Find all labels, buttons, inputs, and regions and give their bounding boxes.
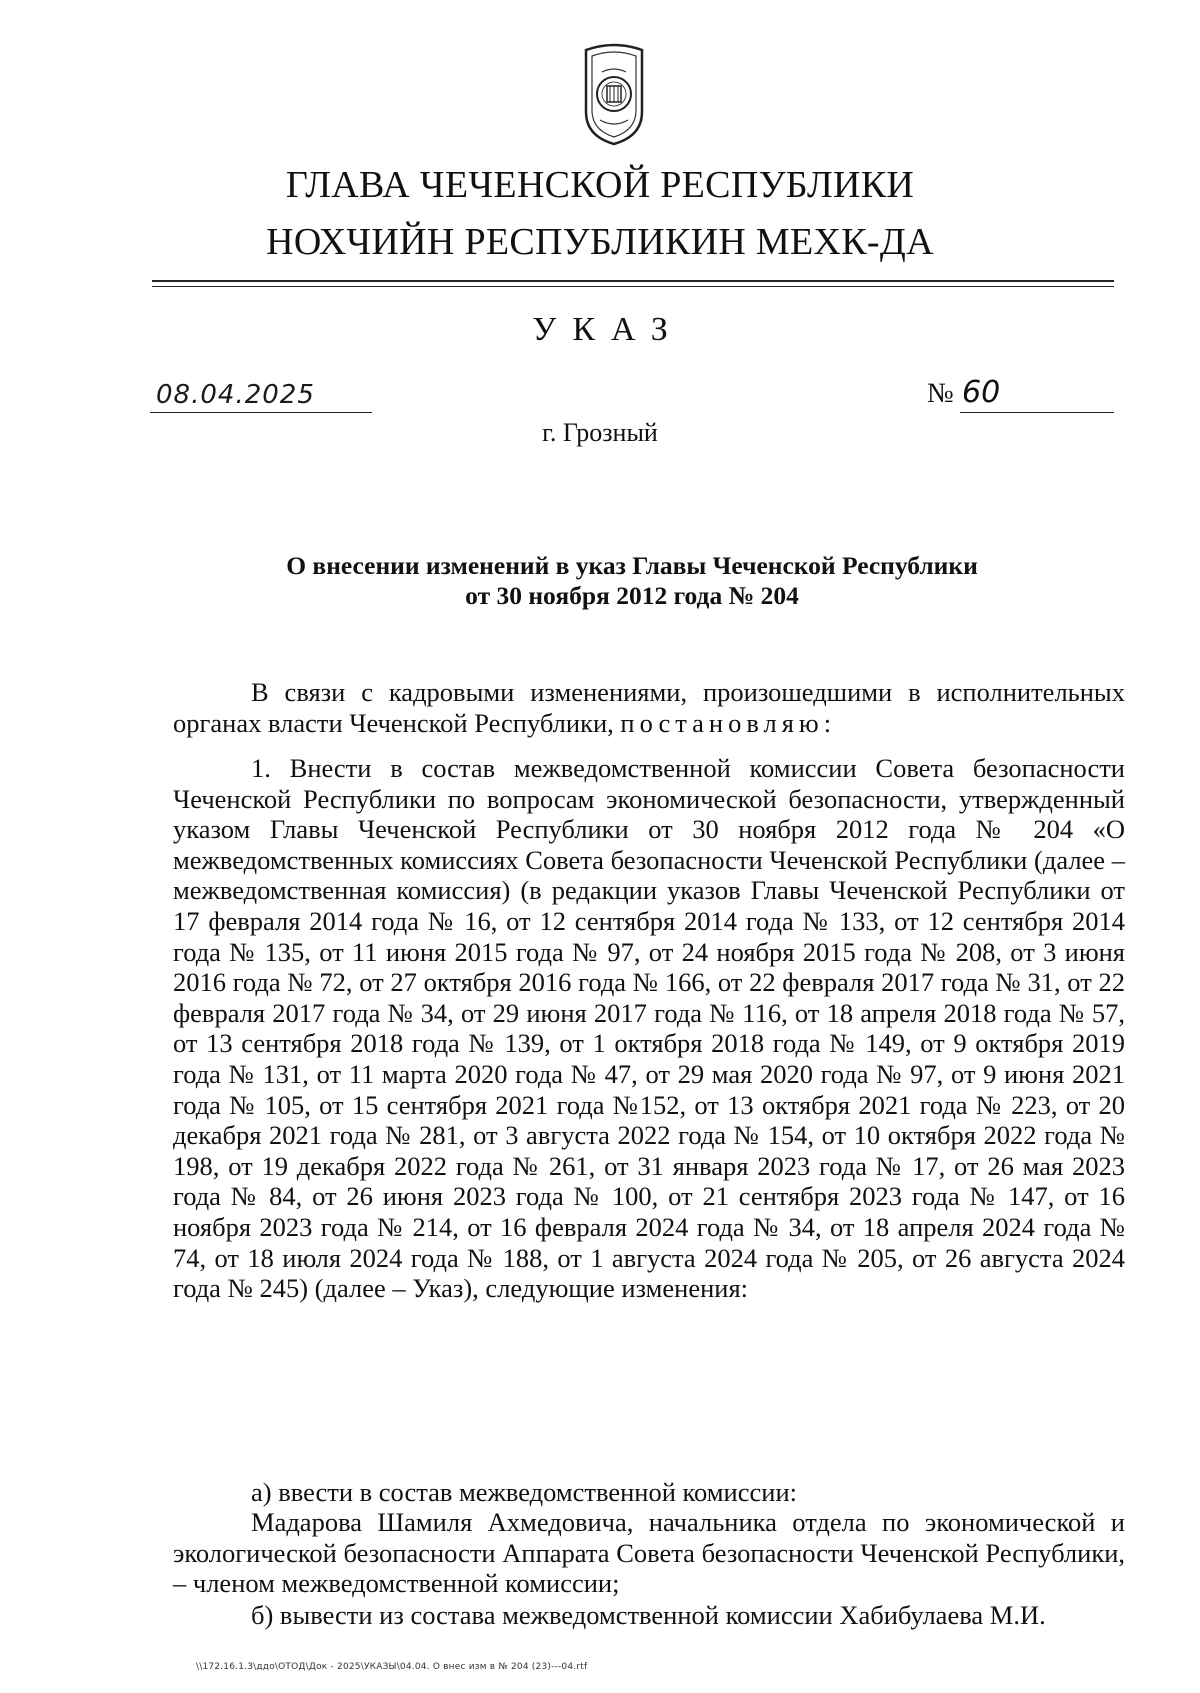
document-number-label: №: [927, 378, 954, 409]
document-city: г. Грозный: [542, 418, 658, 447]
item-a-text: а) ввести в состав межведомственной комиссии:: [251, 1477, 797, 1507]
item-a-paragraph: [173, 1477, 1125, 1508]
header-divider-thin: [152, 286, 1114, 287]
number-underline: [960, 412, 1114, 413]
person-text: Мадарова Шамиля Ахмедовича, начальника отдела по экономической и экологической безопасности Аппарата Совета безопасности Чеченской Республики, – членом межведомственной комиссии;: [173, 1507, 1125, 1599]
item-b-paragraph: [173, 1600, 1125, 1631]
document-title-line1: О внесении изменений в указ Главы Чеченской Республики: [286, 551, 978, 580]
person-paragraph: [173, 1507, 1125, 1599]
date-underline: [150, 412, 372, 413]
footer-file-path: \\172.16.1.3\ддо\ОТОД\Док - 2025\УКАЗЫ\04.04. О внес изм в № 204 (23)---04.rtf: [196, 1662, 588, 1672]
document-number-value: 60: [962, 375, 1001, 410]
document-date-value: 08.04.2025: [156, 380, 315, 410]
item-b-text: б) вывести из состава межведомственной комиссии Хабибулаева М.И.: [251, 1600, 1046, 1630]
document-title-line2: от 30 ноября 2012 года № 204: [465, 581, 799, 610]
header-title: ГЛАВА ЧЕЧЕНСКОЙ РЕСПУБЛИКИ: [285, 164, 915, 206]
header-subtitle: НОХЧИЙН РЕСПУБЛИКИН МЕХК-ДА: [266, 221, 934, 263]
chechen-republic-emblem-icon: [582, 42, 646, 146]
document-type: УКАЗ: [532, 311, 684, 348]
document-date: [150, 380, 372, 410]
header-divider: [152, 280, 1114, 282]
document-title: [150, 551, 1114, 611]
item-1-text: 1. Внести в состав межведомственной комиссии Совета безопасности Чеченской Республики по вопросам экономической безопасности, утвержденный указом Главы Чеченской Республики от 30 ноября 2012 года № 204 «О межведомственных комиссиях Совета безопасности Чеченской Республики (далее – межведомственная комиссия) (в редакции указов Главы Чеченской Республики от 17 февраля 2014 года № 16, от 12 сентября 2014 года № 133, от 12 сентября 2014 года № 135, от 11 июня 2015 года № 97, от 24 ноября 2015 года № 208, от 3 июня 2016 года № 72, от 27 октября 2016 года № 166, от 22 февраля 2017 года № 31, от 22 февраля 2017 года № 34, от 29 июня 2017 года № 116, от 18 апреля 2018 года № 57, от 13 сентября 2018 года № 139, от 1 октября 2018 года № 149, от 9 октября 2019 года № 131, от 11 марта 2020 года № 47, от 29 мая 2020 года № 97, от 9 июня 2021 года № 105, от 15 сентября 2021 года №152, от 13 октября 2021 года № 223, от 20 декабря 2021 года № 281, от 3 августа 2022 года № 154, от 10 октября 2022 года № 198, от 19 декабря 2022 года № 261, от 31 января 2023 года № 17, от 26 мая 2023 года № 84, от 26 июня 2023 года № 100, от 21 сентября 2023 года № 147, от 16 ноября 2023 года № 214, от 16 февраля 2024 года № 34, от 18 апреля 2024 года № 74, от 18 июля 2024 года № 188, от 1 августа 2024 года № 205, от 26 августа 2024 года № 245) (далее – Указ), следующие изменения:: [173, 753, 1125, 1304]
item-1-paragraph: [173, 753, 1125, 1304]
intro-decree-word: постановляю:: [620, 707, 837, 738]
intro-text: В связи с кадровыми изменениями, произошедшими в исполнительных органах власти Чеченской Республики,: [173, 677, 1125, 738]
intro-paragraph: [173, 677, 1125, 738]
